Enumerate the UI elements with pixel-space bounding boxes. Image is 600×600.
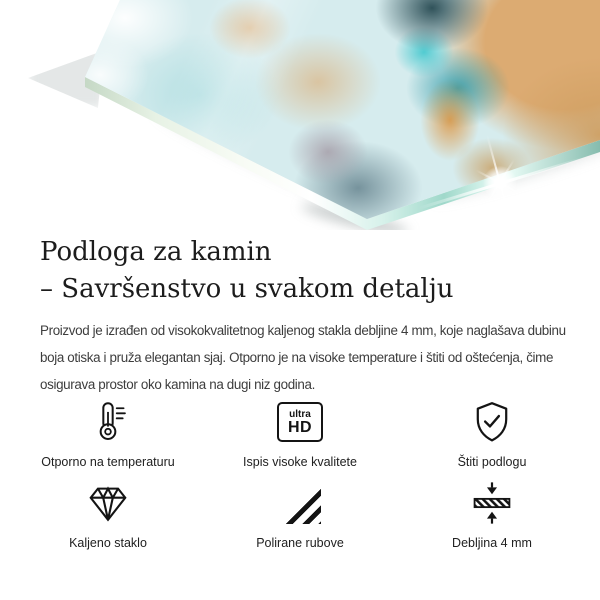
thickness-icon: [470, 479, 514, 527]
diamond-icon: [85, 479, 131, 527]
feature-tempered-glass: [12, 479, 204, 550]
polished-edge-icon: [279, 479, 321, 527]
feature-print-quality: [204, 398, 396, 469]
page-title: [40, 234, 592, 308]
ultra-hd-icon: ultra HD: [277, 398, 323, 446]
shield-check-icon: [470, 398, 514, 446]
product-image: [0, 0, 600, 230]
feature-thickness: [396, 479, 588, 550]
title-line-2: – Savršenstvo u svakom detalju: [40, 274, 454, 304]
feature-grid: [12, 398, 588, 550]
feature-polished-edges: [204, 479, 396, 550]
feature-temperature: [12, 398, 204, 469]
product-text: [40, 230, 592, 398]
title-line-1: Podloga za kamin: [40, 237, 272, 267]
product-description: Proizvod je izrađen od visokokvalitetnog kaljenog stakla debljine 4 mm, koje naglašava dubinu boja otiska i pruža elegantan sjaj. Otporno je na visoke temperature i štiti od oštećenja, čime osigurava prostor oko kamina na dugi niz godina.: [40, 323, 566, 392]
thermometer-icon: [86, 398, 130, 446]
feature-label: Štiti podlogu: [457, 455, 527, 469]
feature-label: Ispis visoke kvalitete: [243, 455, 357, 469]
feature-label: Kaljeno staklo: [69, 536, 147, 550]
feature-protection: [396, 398, 588, 469]
feature-label: Debljina 4 mm: [452, 536, 532, 550]
feature-label: Polirane rubove: [256, 536, 344, 550]
feature-label: Otporno na temperaturu: [41, 455, 175, 469]
